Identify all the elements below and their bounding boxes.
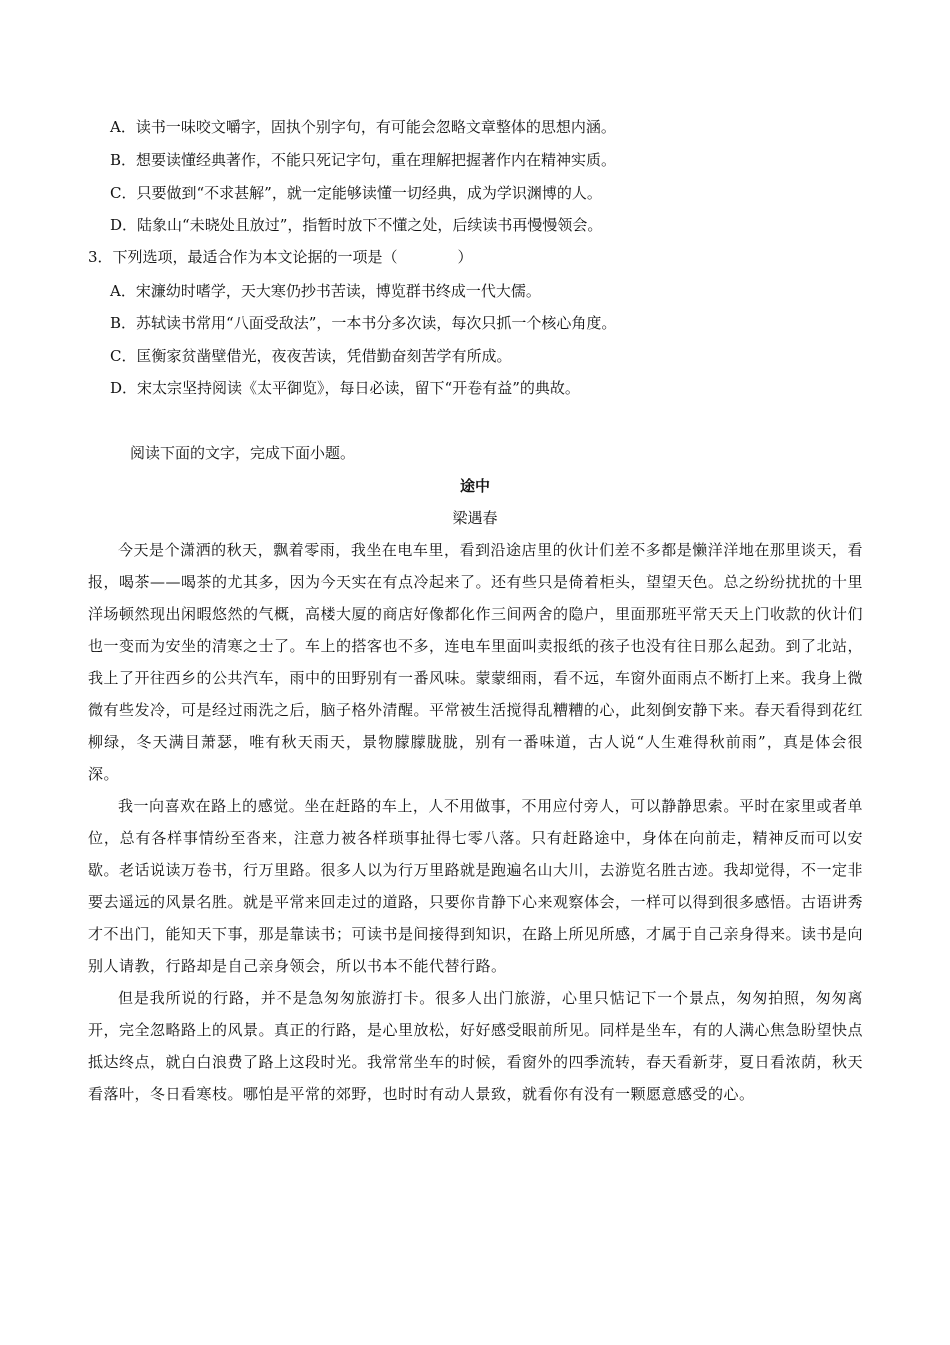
q2-option-a: A．读书一味咬文嚼字，固执个别字句，有可能会忽略文章整体的思想内涵。 — [110, 118, 616, 136]
article-paragraph-2: 我一向喜欢在路上的感觉。坐在赶路的车上，人不用做事，不用应付旁人，可以静静思索。平时在家里或者单位，总有各样事情纷至沓来，注意力被各样琐事扯得七零八落。只有赶路途中，身体在向前走，精神反而可以安歇。老话说读万卷书，行万里路。很多人以为行万里路就是跑遍名山大川，去游览名胜古迹。我却觉得，不一定非要去遥远的风景名胜。就是平常来回走过的道路，只要你肯静下心来观察体会，一样可以得到很多感悟。古语讲秀才不出门，能知天下事，那是靠读书；可读书是间接得到知识，在路上所见所感，才属于自己亲身得来。读书是向别人请教，行路却是自己亲身领会，所以书本不能代替行路。 — [88, 797, 864, 975]
q3-option-a: A．宋濂幼时嗜学，天大寒仍抄书苦读，博览群书终成一代大儒。 — [110, 282, 541, 300]
q3-option-d: D．宋太宗坚持阅读《太平御览》，每日必读，留下“开卷有益”的典故。 — [110, 379, 580, 397]
article-body — [88, 534, 863, 1110]
q3-option-b: B．苏轼读书常用“八面受敌法”，一本书分多次读，每次只抓一个核心角度。 — [110, 314, 617, 332]
article-title: 途中 — [459, 477, 490, 495]
q2-option-d: D．陆象山“未晓处且放过”，指暂时放下不懂之处，后续读书再慢慢领会。 — [110, 216, 603, 234]
q3-stem-text: 3．下列选项，最适合作为本文论据的一项是（ — [88, 248, 398, 266]
q3-stem — [88, 247, 473, 267]
reading-instruction: 阅读下面的文字，完成下面小题。 — [130, 444, 356, 462]
article-paragraph-3: 但是我所说的行路，并不是急匆匆旅游打卡。很多人出门旅游，心里只惦记下一个景点，匆匆拍照，匆匆离开，完全忽略路上的风景。真正的行路，是心里放松，好好感受眼前所见。同样是坐车，有的人满心焦急盼望快点抵达终点，就白白浪费了路上这段时光。我常常坐车的时候，看窗外的四季流转，春天看新芽，夏日看浓荫，秋天看落叶，冬日看寒枝。哪怕是平常的郊野，也时时有动人景致，就看你有没有一颗愿意感受的心。 — [88, 989, 864, 1103]
q2-option-b: B．想要读懂经典著作，不能只死记字句，重在理解把握著作内在精神实质。 — [110, 151, 617, 169]
q3-stem-end: ） — [457, 248, 473, 266]
q3-option-c: C．匡衡家贫凿壁借光，夜夜苦读，凭借勤奋刻苦学有所成。 — [110, 347, 512, 365]
article-author: 梁遇春 — [452, 509, 498, 527]
article-paragraph-1: 今天是个潇洒的秋天，飘着零雨，我坐在电车里，看到沿途店里的伙计们差不多都是懒洋洋地在那里谈天，看报，喝茶——喝茶的尤其多，因为今天实在有点冷起来了。还有些只是倚着柜头，望望天色。总之纷纷扰扰的十里洋场顿然现出闲暇悠然的气概，高楼大厦的商店好像都化作三间两舍的隐户，里面那班平常天天上门收款的伙计们也一变而为安坐的清寒之士了。车上的搭客也不多，连电车里面叫卖报纸的孩子也没有往日那么起劲。到了北站，我上了开往西乡的公共汽车，雨中的田野别有一番风味。蒙蒙细雨，看不远，车窗外面雨点不断打上来。我身上微微有些发冷，可是经过雨洗之后，脑子格外清醒。平常被生活搅得乱糟糟的心，此刻倒安静下来。春天看得到花红柳绿，冬天满目萧瑟，唯有秋天雨天，景物朦朦胧胧，别有一番味道，古人说“人生难得秋前雨”，真是体会很深。 — [88, 541, 864, 783]
q2-option-c: C．只要做到“不求甚解”，就一定能够读懂一切经典，成为学识渊博的人。 — [110, 184, 602, 202]
